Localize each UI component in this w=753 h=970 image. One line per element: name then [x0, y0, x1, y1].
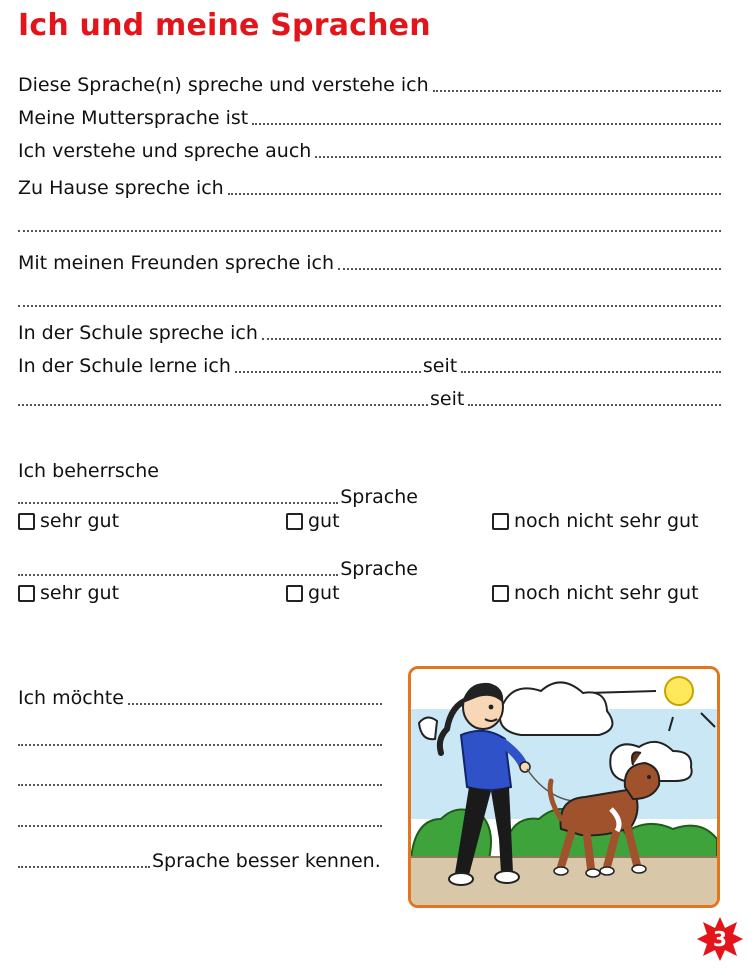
- line-friends-continued: [18, 285, 723, 311]
- blank-school-speak[interactable]: [262, 338, 721, 340]
- line-wish-3: [18, 764, 384, 790]
- blank-school-learn-2[interactable]: [18, 404, 428, 406]
- blank-language-1[interactable]: [18, 502, 338, 504]
- line-friends: [18, 248, 723, 274]
- option-good-2[interactable]: [286, 582, 340, 604]
- line-school-learn: [18, 351, 723, 377]
- label-language-1: Sprache: [340, 486, 418, 508]
- blank-wish-3[interactable]: [18, 784, 382, 786]
- blank-wish-end[interactable]: [18, 866, 150, 868]
- label-proficiency: Ich beherrsche: [18, 460, 159, 482]
- option-very-good-2[interactable]: [18, 582, 119, 604]
- label-at-home: Zu Hause spreche ich: [18, 177, 224, 199]
- checkbox-not-yet-good-2[interactable]: [492, 585, 509, 602]
- label-mother-tongue: Meine Muttersprache ist: [18, 107, 249, 129]
- label-very-good-2: sehr gut: [40, 582, 120, 604]
- label-wish: Ich möchte: [18, 687, 124, 709]
- line-wish-4: [18, 805, 384, 831]
- label-also-speak: Ich verstehe und spreche auch: [18, 140, 312, 162]
- label-school-speak: In der Schule spreche ich: [18, 322, 258, 344]
- label-since-2: seit: [430, 388, 465, 410]
- label-good-2: gut: [308, 582, 340, 604]
- blank-school-learn[interactable]: [235, 371, 421, 373]
- label-not-yet-good-2: noch nicht sehr gut: [514, 582, 699, 604]
- page-number: 3: [713, 927, 727, 951]
- label-good-1: gut: [308, 510, 340, 532]
- option-good-1[interactable]: [286, 510, 340, 532]
- label-since: seit: [422, 355, 458, 377]
- line-at-home-continued: [18, 210, 723, 236]
- blank-languages-spoken[interactable]: [433, 90, 721, 92]
- line-proficiency-heading: [18, 456, 723, 482]
- blank-wish[interactable]: [128, 703, 382, 705]
- sun-icon: [665, 677, 693, 705]
- illustration-svg: [411, 669, 717, 905]
- line-wish-2: [18, 724, 384, 750]
- checkbox-good-2[interactable]: [286, 585, 303, 602]
- checkbox-not-yet-good-1[interactable]: [492, 513, 509, 530]
- blank-at-home[interactable]: [228, 193, 721, 195]
- line-wish-end: [18, 846, 384, 872]
- blank-language-2[interactable]: [18, 574, 338, 576]
- line-languages-spoken: [18, 70, 723, 96]
- option-not-yet-good-1[interactable]: [492, 510, 699, 532]
- line-mother-tongue: [18, 103, 723, 129]
- line-school-learn-2: [18, 384, 723, 410]
- blank-wish-4[interactable]: [18, 825, 382, 827]
- label-friends: Mit meinen Freunden spreche ich: [18, 252, 335, 274]
- label-very-good-1: sehr gut: [40, 510, 120, 532]
- blank-since[interactable]: [461, 371, 721, 373]
- blank-since-2[interactable]: [468, 404, 721, 406]
- line-language-2: [18, 554, 418, 580]
- line-language-1: [18, 482, 418, 508]
- label-languages-spoken: Diese Sprache(n) spreche und verstehe ich: [18, 74, 429, 96]
- line-at-home: [18, 173, 723, 199]
- page-title: Ich und meine Sprachen: [18, 8, 431, 43]
- checkbox-very-good-2[interactable]: [18, 585, 35, 602]
- rating-row-2: [18, 582, 728, 608]
- label-wish-end: Sprache besser kennen.: [152, 850, 381, 872]
- line-school-speak: [18, 318, 723, 344]
- line-wish: [18, 683, 384, 709]
- rating-row-1: [18, 510, 728, 536]
- blank-wish-2[interactable]: [18, 744, 382, 746]
- label-not-yet-good-1: noch nicht sehr gut: [514, 510, 699, 532]
- option-very-good-1[interactable]: [18, 510, 119, 532]
- blank-friends-continued[interactable]: [18, 305, 721, 307]
- blank-mother-tongue[interactable]: [252, 123, 721, 125]
- label-language-2: Sprache: [340, 558, 418, 580]
- label-school-learn: In der Schule lerne ich: [18, 355, 231, 377]
- checkbox-good-1[interactable]: [286, 513, 303, 530]
- illustration-girl-walking-dog: [408, 666, 720, 908]
- line-also-speak: [18, 136, 723, 162]
- blank-friends[interactable]: [338, 268, 721, 270]
- option-not-yet-good-2[interactable]: [492, 582, 699, 604]
- blank-at-home-continued[interactable]: [18, 230, 721, 232]
- page-number-badge: [697, 916, 743, 962]
- blank-also-speak[interactable]: [315, 156, 721, 158]
- checkbox-very-good-1[interactable]: [18, 513, 35, 530]
